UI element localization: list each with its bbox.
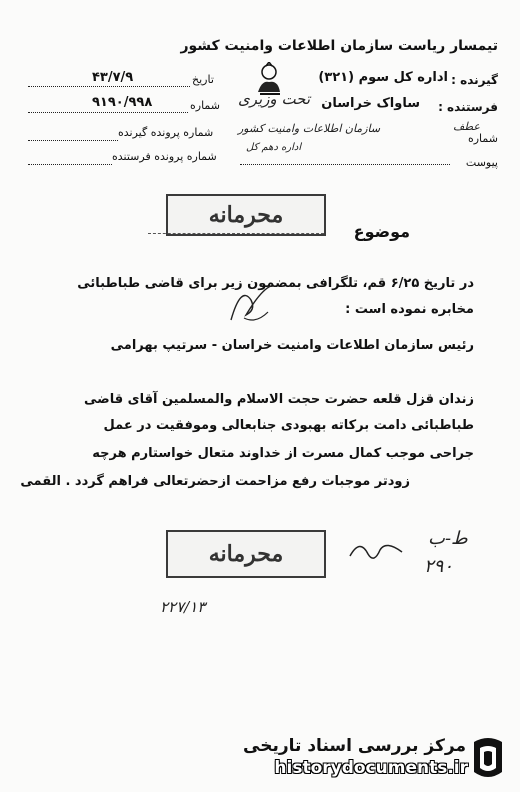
- confidential-stamp-top: [166, 194, 326, 236]
- doc-number-line: [28, 112, 188, 113]
- sender-label: فرستنده :: [438, 100, 498, 114]
- attachment-label: پیوست: [465, 156, 498, 169]
- sender-file-line: [28, 164, 112, 165]
- signature-scribble-icon: [346, 536, 406, 568]
- subject-underline: [148, 233, 324, 234]
- confidential-stamp-bottom-text: محرمانه: [208, 541, 284, 567]
- handwritten-top-note: تحت وزیری: [238, 90, 311, 108]
- doc-number-label: شماره: [190, 99, 221, 112]
- body-para-3: جراحی موجب کمال مسرت از خداوند متعال خواستارم هرچه: [92, 446, 474, 461]
- body-para-1: زندان قزل قلعه حضرت حجت الاسلام والمسلمین آقای قاضی: [84, 392, 474, 407]
- doc-number-value: ۹۱۹۰/۹۹۸: [92, 95, 153, 110]
- handwritten-bottom-note: ط-ب: [428, 528, 468, 549]
- receiver-value: اداره کل سوم (۳۲۱): [318, 70, 448, 85]
- sender-file-label: شماره پرونده فرستنده: [112, 150, 217, 163]
- receiver-label: گیرنده :: [451, 73, 498, 87]
- attachment-line: [240, 164, 450, 165]
- receiver-file-label: شماره پرونده گیرنده: [118, 126, 214, 139]
- org-title: تیمسار ریاست سازمان اطلاعات وامنیت کشور: [180, 38, 498, 54]
- date-label: تاریخ: [192, 73, 214, 86]
- date-line: [28, 86, 190, 87]
- number-label: شماره: [467, 132, 498, 145]
- body-line-3: رئیس سازمان اطلاعات وامنیت خراسان - سرتیپ بهرامی: [110, 338, 474, 353]
- receiver-file-line: [28, 140, 118, 141]
- archive-website: historydocuments.ir: [274, 758, 468, 778]
- handwritten-signature-mark: [226, 280, 276, 326]
- confidential-stamp-bottom: [166, 530, 326, 578]
- archive-footer: [236, 734, 506, 782]
- date-value: ۴۳/۷/۹: [92, 70, 134, 85]
- handwritten-sub-sign: اداره دهم کل: [246, 142, 302, 153]
- body-para-4: زودتر موجبات رفع مزاحمت ازحضرتعالی فراهم گردد . القمی: [20, 474, 410, 489]
- archive-logo-icon: [470, 736, 506, 780]
- subject-label: موضوع: [353, 222, 410, 241]
- archive-title: مرکز بررسی اسناد تاریخی: [243, 736, 466, 756]
- confidential-stamp-top-text: محرمانه: [208, 202, 284, 228]
- sender-value: ساواک خراسان: [321, 96, 420, 111]
- handwritten-number-tick: عطف: [453, 120, 480, 133]
- handwritten-bottom-code: ۲۲۷/۱۳: [160, 598, 206, 616]
- handwritten-bottom-number: ۲۹۰: [424, 556, 454, 577]
- handwritten-bottom-signature: [346, 536, 406, 573]
- body-para-2: طباطبائی دامت برکاته بهبودی جنابعالی وموفقیت در عمل: [103, 418, 474, 433]
- body-line-1: در تاریخ ۶/۲۵ قم، تلگرافی بمضمون زیر برای قاضی طباطبائی: [77, 276, 474, 291]
- body-line-2: مخابره نموده است :: [345, 302, 474, 317]
- handwritten-org-sign: سازمان اطلاعات وامنیت کشور: [238, 122, 381, 135]
